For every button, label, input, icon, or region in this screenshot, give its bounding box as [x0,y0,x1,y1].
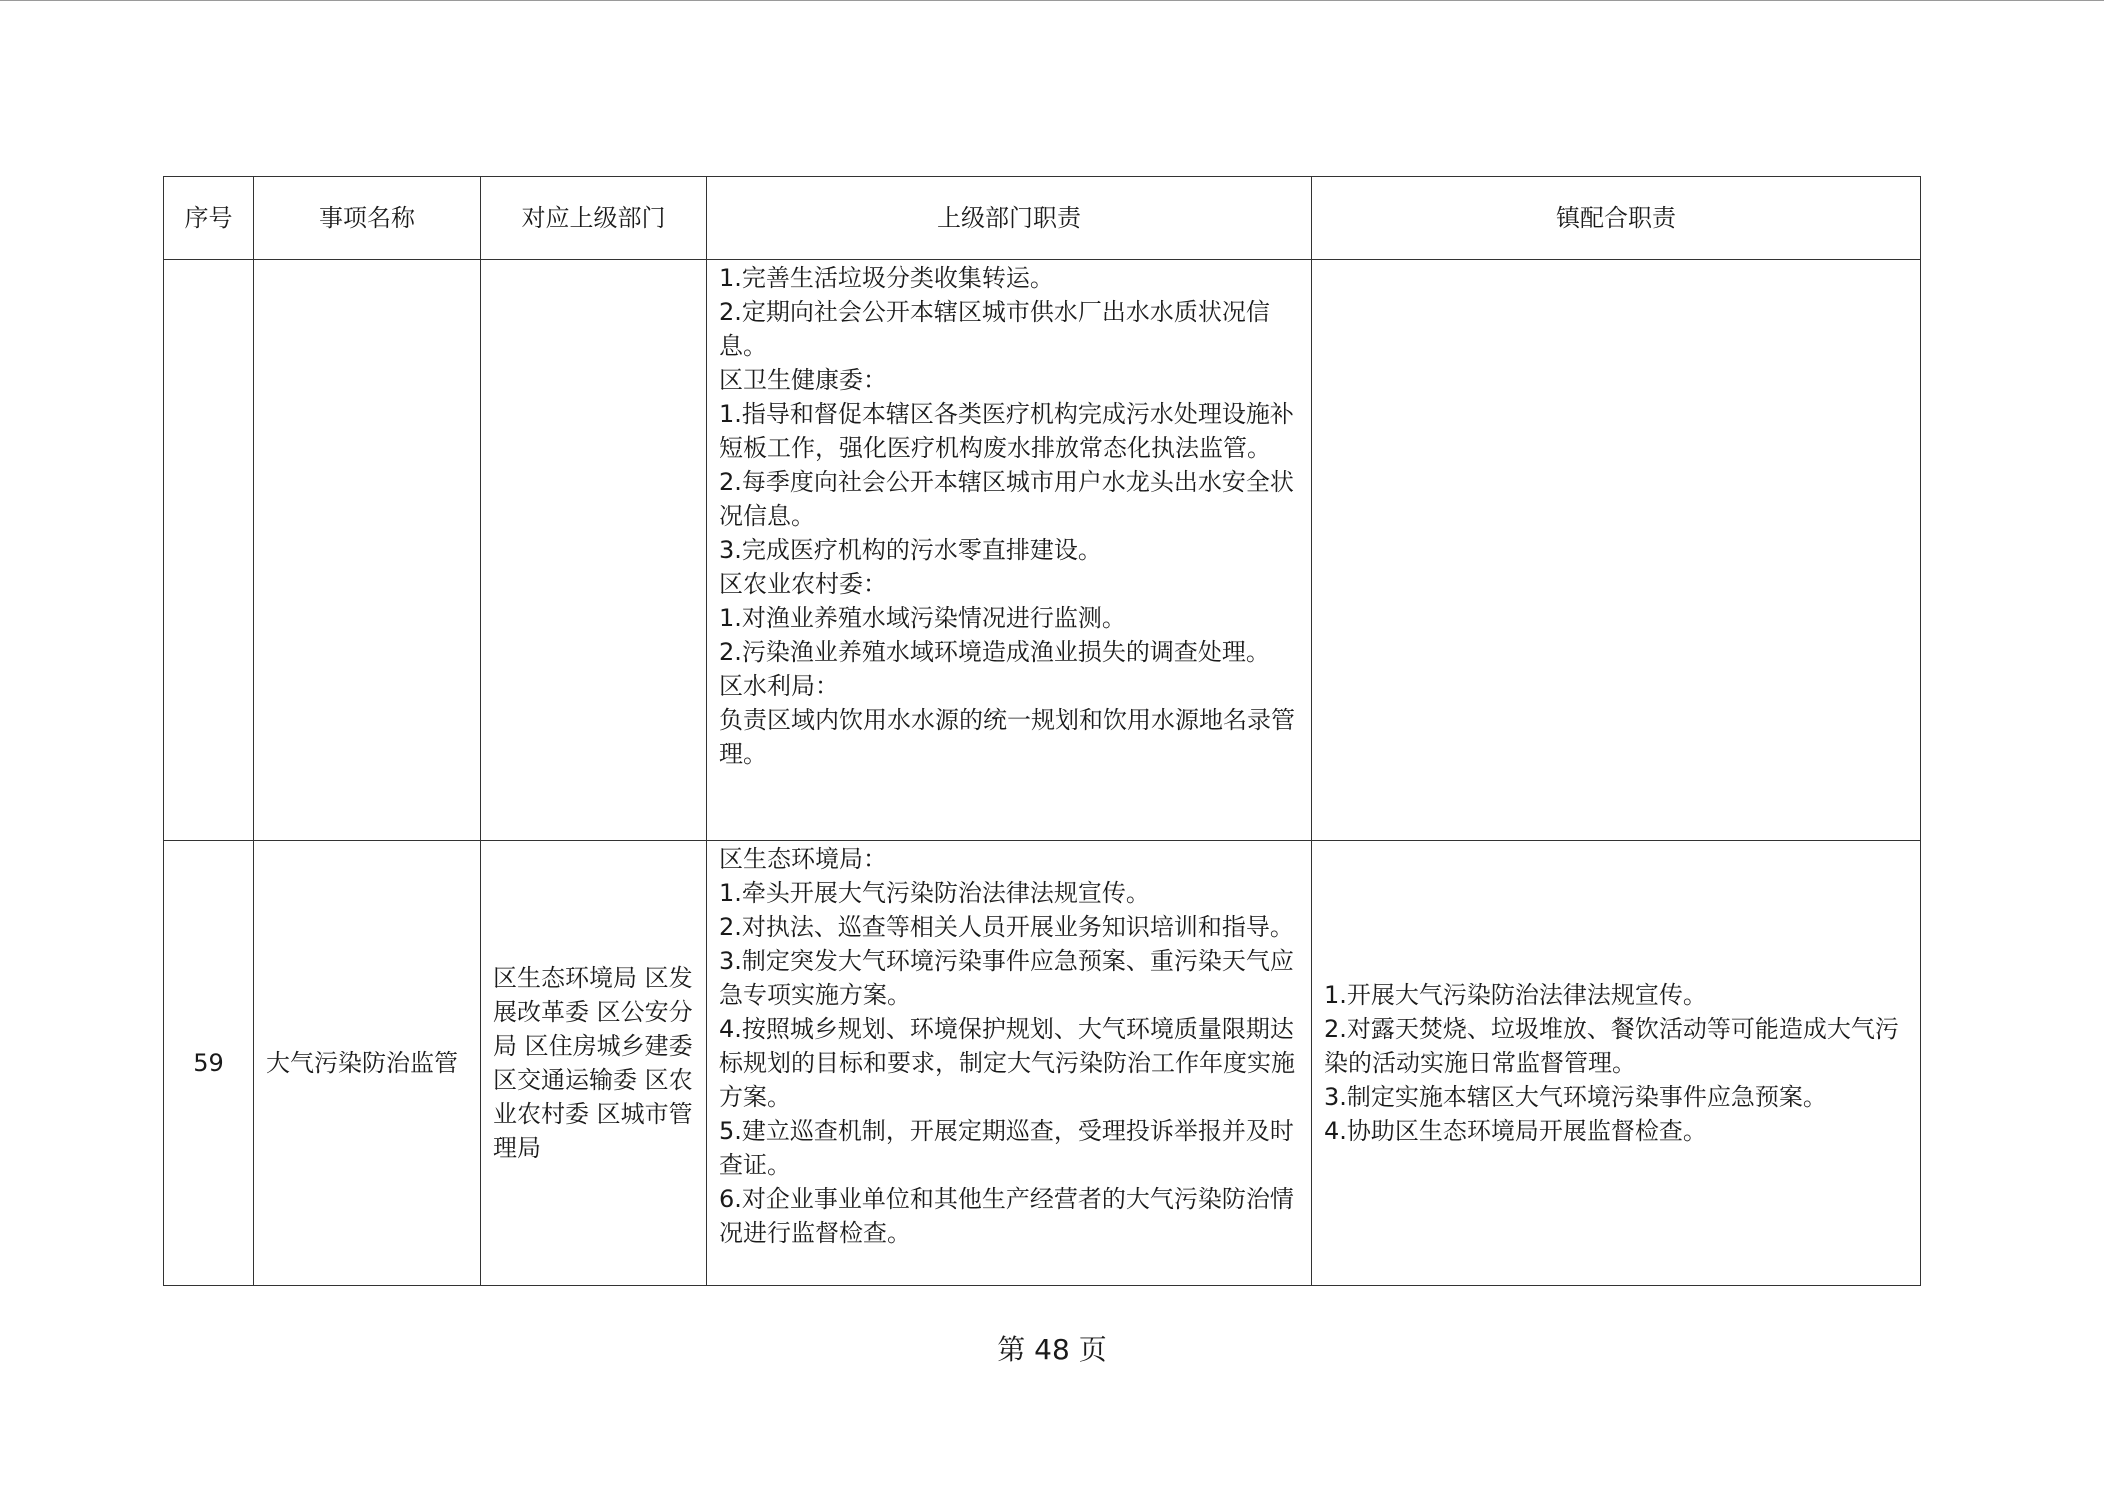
row-upper-duties [707,841,1312,1286]
header-number: 序号 [164,177,254,260]
page-number: 第 48 页 [997,1333,1107,1366]
duty-line: 2.对执法、巡查等相关人员开展业务知识培训和指导。 [719,913,1294,941]
table-header-row [164,177,1921,260]
row-upper-duties [707,260,1312,841]
table-row [164,841,1921,1286]
row-number [164,260,254,841]
header-town-duties: 镇配合职责 [1312,177,1921,260]
row-item-name: 大气污染防治监管 [254,841,481,1286]
town-duty-line: 4.协助区生态环境局开展监督检查。 [1324,1117,1707,1145]
duties-table [163,176,1921,1286]
header-departments: 对应上级部门 [481,177,707,260]
duty-line: 区卫生健康委： [719,366,887,394]
duty-line: 1.对渔业养殖水域污染情况进行监测。 [719,604,1126,632]
row-town-duties [1312,841,1921,1286]
duty-line: 2.每季度向社会公开本辖区城市用户水龙头出水安全状况信息。 [719,468,1294,530]
duty-line: 2.污染渔业养殖水域环境造成渔业损失的调查处理。 [719,638,1270,666]
row-departments [481,260,707,841]
header-upper-duties: 上级部门职责 [707,177,1312,260]
duty-line: 2.定期向社会公开本辖区城市供水厂出水水质状况信息。 [719,298,1270,360]
row-number: 59 [164,841,254,1286]
town-duty-line: 3.制定实施本辖区大气环境污染事件应急预案。 [1324,1083,1827,1111]
town-duty-line: 1.开展大气污染防治法律法规宣传。 [1324,981,1707,1009]
duty-line: 区生态环境局： [719,845,887,873]
row-departments: 区生态环境局 区发展改革委 区公安分局 区住房城乡建委 区交通运输委 区农业农村委 区城市管理局 [481,841,707,1286]
duty-line: 3.完成医疗机构的污水零直排建设。 [719,536,1102,564]
duty-line: 负责区域内饮用水水源的统一规划和饮用水源地名录管理。 [719,706,1295,768]
duty-line: 1.指导和督促本辖区各类医疗机构完成污水处理设施补短板工作，强化医疗机构废水排放常态化执法监管。 [719,400,1294,462]
duty-line: 5.建立巡查机制，开展定期巡查，受理投诉举报并及时查证。 [719,1117,1294,1179]
top-rule [0,0,2104,1]
row-item-name [254,260,481,841]
duty-line: 1.完善生活垃圾分类收集转运。 [719,264,1054,292]
town-duty-line: 2.对露天焚烧、垃圾堆放、餐饮活动等可能造成大气污染的活动实施日常监督管理。 [1324,1015,1899,1077]
header-item-name: 事项名称 [254,177,481,260]
table-row [164,260,1921,841]
duty-line: 6.对企业事业单位和其他生产经营者的大气污染防治情况进行监督检查。 [719,1185,1294,1247]
duty-line: 3.制定突发大气环境污染事件应急预案、重污染天气应急专项实施方案。 [719,947,1294,1009]
duty-line: 区农业农村委： [719,570,887,598]
duty-line: 1.牵头开展大气污染防治法律法规宣传。 [719,879,1150,907]
duty-line: 4.按照城乡规划、环境保护规划、大气环境质量限期达标规划的目标和要求，制定大气污染防治工作年度实施方案。 [719,1015,1295,1111]
duty-line: 区水利局： [719,672,839,700]
row-town-duties [1312,260,1921,841]
